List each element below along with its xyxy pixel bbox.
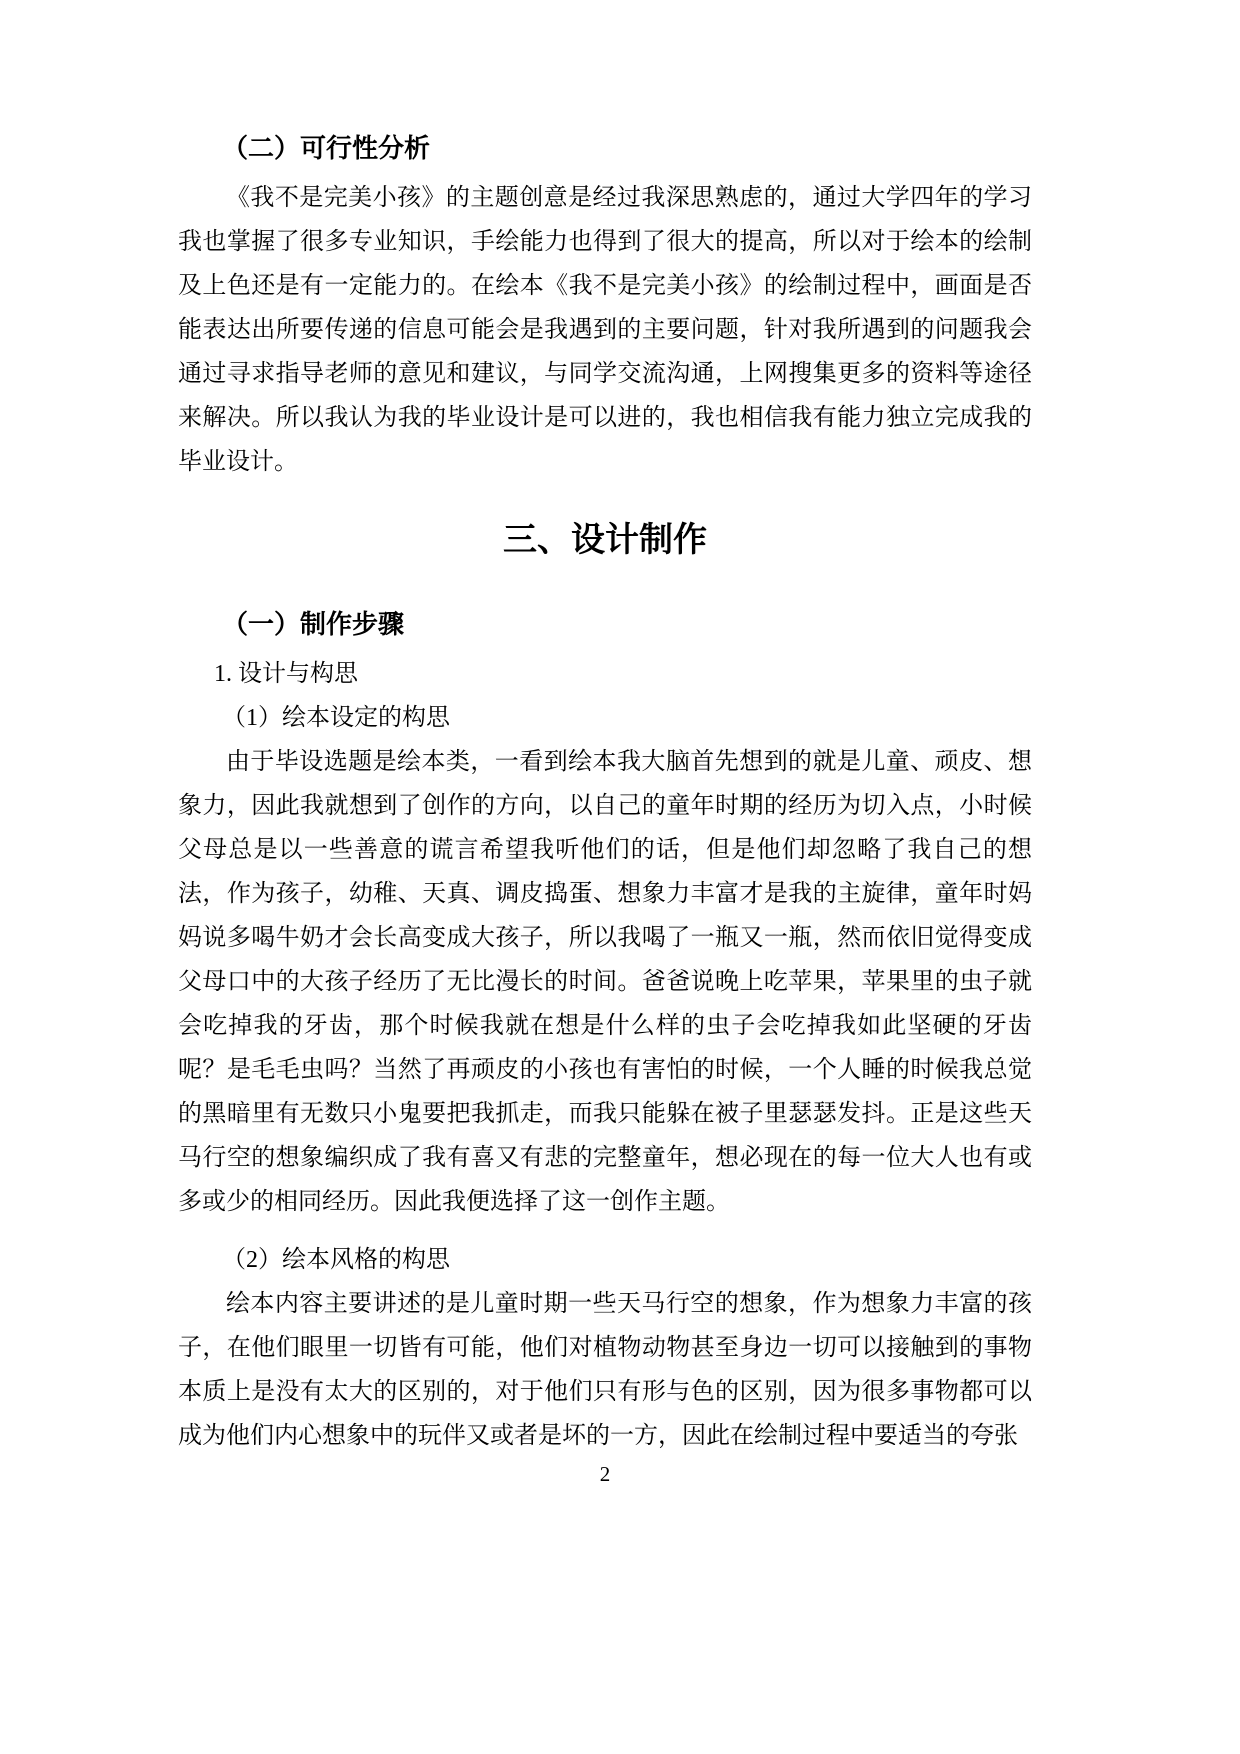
paragraph-style-concept: 绘本内容主要讲述的是儿童时期一些天马行空的想象，作为想象力丰富的孩子，在他们眼里一切皆有可能，他们对植物动物甚至身边一切可以接触到的事物本质上是没有太大的区别的，对于他们只有形与色的区别，因为很多事物都可以成为他们内心想象中的玩伴又或者是坏的一方，因此在绘制过程中要适当的夸张 <box>178 1291 1032 1449</box>
page-number: 2 <box>599 1462 611 1486</box>
page-footer <box>178 1462 1032 1487</box>
paragraph-setting-concept: 由于毕设选题是绘本类，一看到绘本我大脑首先想到的就是儿童、顽皮、想象力，因此我就想到了创作的方向，以自己的童年时期的经历为切入点，小时候父母总是以一些善意的谎言希望我听他们的话，但是他们却忽略了我自己的想法，作为孩子，幼稚、天真、调皮捣蛋、想象力丰富才是我的主旋律，童年时妈妈说多喝牛奶才会长高变成大孩子，所以我喝了一瓶又一瓶，然而依旧觉得变成父母口中的大孩子经历了无比漫长的时间。爸爸说晚上吃苹果，苹果里的虫子就会吃掉我的牙齿，那个时候我就在想是什么样的虫子会吃掉我如此坚硬的牙齿呢？是毛毛虫吗？当然了再顽皮的小孩也有害怕的时候，一个人睡的时候我总觉的黑暗里有无数只小鬼要把我抓走，而我只能躲在被子里瑟瑟发抖。正是这些天马行空的想象编织成了我有喜又有悲的完整童年，想必现在的每一位大人也有或多或少的相同经历。因此我便选择了这一创作主题。 <box>178 749 1032 1215</box>
list-item-picturebook-style-concept: （2）绘本风格的构思 <box>222 1247 450 1273</box>
list-item-design-and-conception: 1. 设计与构思 <box>214 661 358 687</box>
chapter-heading-design-production: 三、设计制作 <box>503 521 707 559</box>
section-heading-production-steps: （一）制作步骤 <box>222 609 405 639</box>
section-heading-feasibility: （二）可行性分析 <box>222 133 431 163</box>
list-item-picturebook-setting-concept: （1）绘本设定的构思 <box>222 705 450 731</box>
paragraph-feasibility: 《我不是完美小孩》的主题创意是经过我深思熟虑的，通过大学四年的学习我也掌握了很多专业知识，手绘能力也得到了很大的提高，所以对于绘本的绘制及上色还是有一定能力的。在绘本《我不是完美小孩》的绘制过程中，画面是否能表达出所要传递的信息可能会是我遇到的主要问题，针对我所遇到的问题我会通过寻求指导老师的意见和建议，与同学交流沟通，上网搜集更多的资料等途径来解决。所以我认为我的毕业设计是可以进的，我也相信我有能力独立完成我的毕业设计。 <box>178 185 1032 475</box>
